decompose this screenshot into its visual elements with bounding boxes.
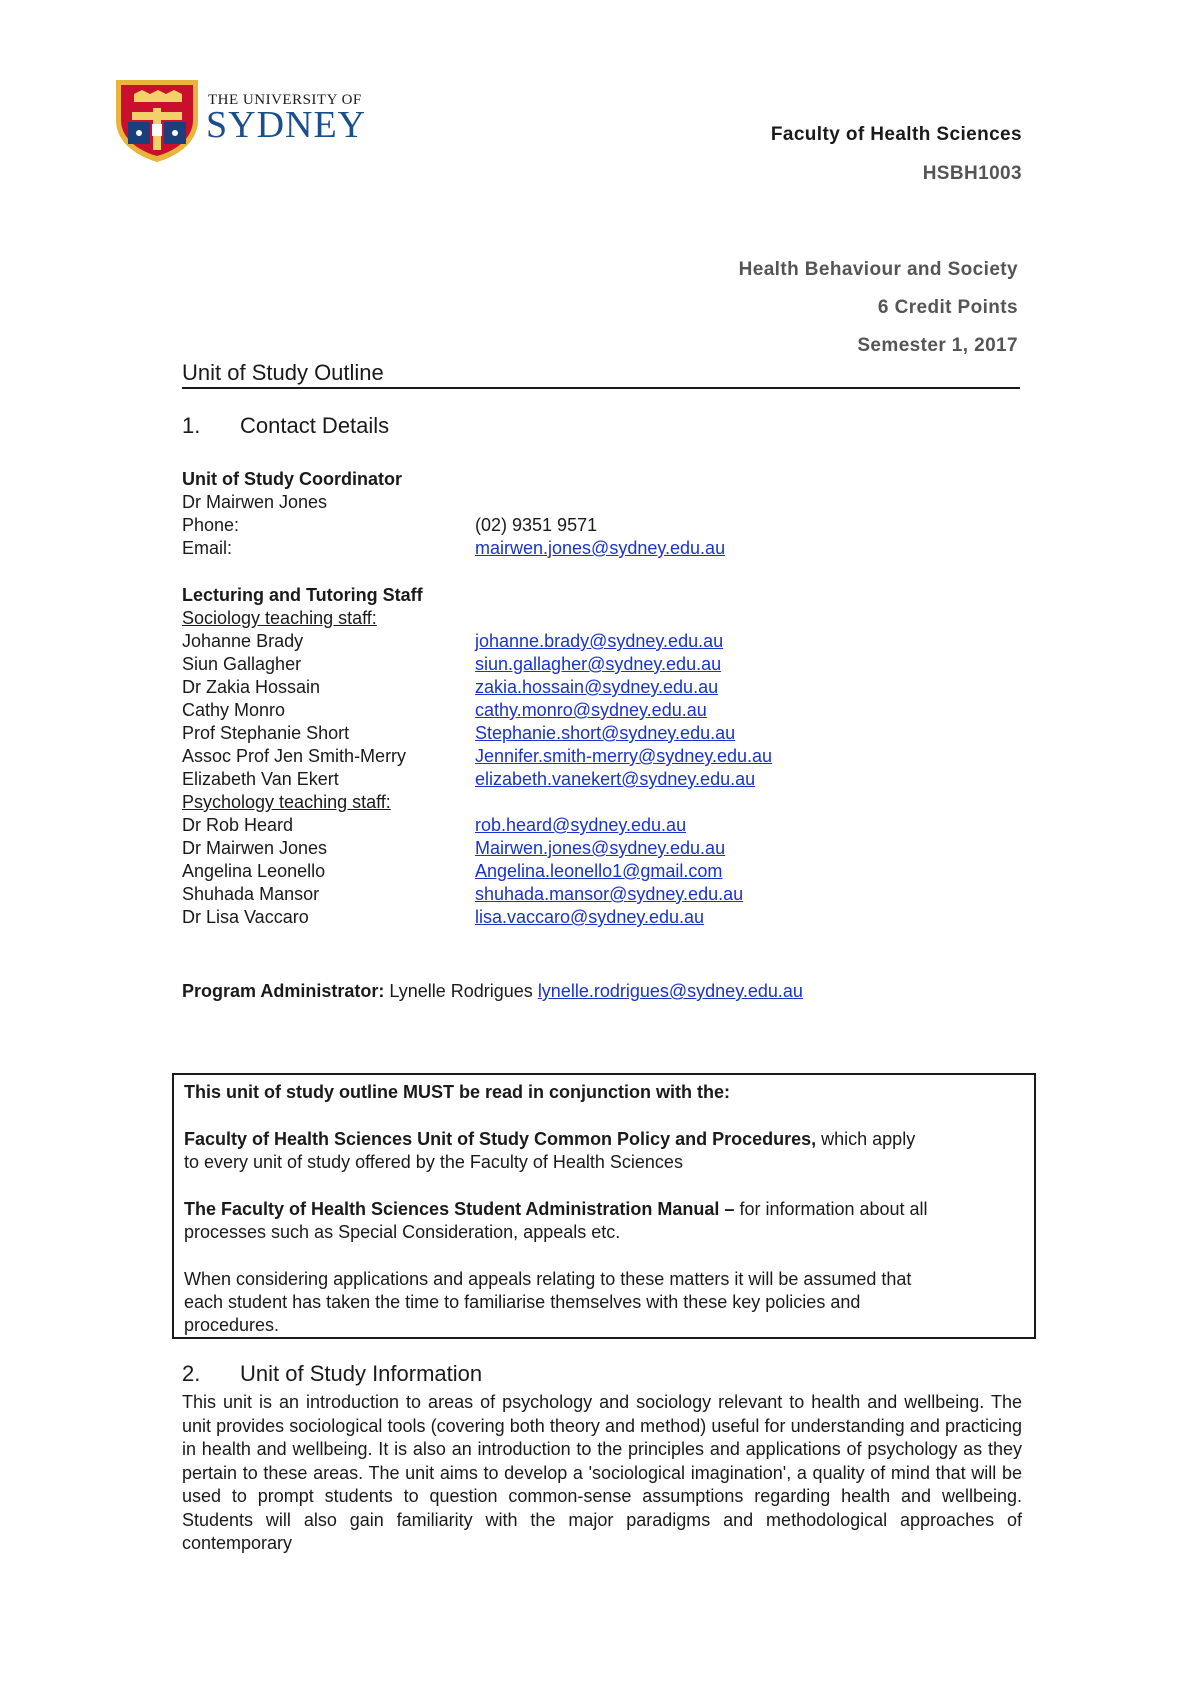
staff-heading: Lecturing and Tutoring Staff [182, 585, 423, 605]
credit-points: 6 Credit Points [877, 297, 1018, 318]
title-divider [182, 387, 1020, 389]
section-1-heading [182, 413, 389, 439]
staff-name: Dr Mairwen Jones [182, 838, 328, 858]
notice-item-2-text: for information about all [734, 1199, 928, 1219]
staff-email-link[interactable]: Jennifer.smith-merry@sydney.edu.au [475, 746, 773, 766]
coordinator-email-link[interactable]: mairwen.jones@sydney.edu.au [475, 538, 726, 558]
admin-email-link[interactable]: lynelle.rodrigues@sydney.edu.au [537, 981, 803, 1001]
notice-item-2 [184, 1198, 1019, 1244]
staff-email-link[interactable]: Mairwen.jones@sydney.edu.au [475, 838, 726, 858]
staff-email-link[interactable]: lisa.vaccaro@sydney.edu.au [475, 907, 705, 927]
notice-item-1 [184, 1128, 1019, 1174]
notice-item-1-line2: to every unit of study offered by the Faculty of Health Sciences [184, 1152, 683, 1172]
notice-item-3-line2: each student has taken the time to familiarise themselves with these key policies and [184, 1292, 861, 1312]
staff-email-link[interactable]: Stephanie.short@sydney.edu.au [475, 723, 736, 743]
staff-email-link[interactable]: rob.heard@sydney.edu.au [475, 815, 687, 835]
staff-name: Elizabeth Van Ekert [182, 769, 339, 789]
staff-name: Assoc Prof Jen Smith-Merry [182, 746, 407, 766]
staff-name: Prof Stephanie Short [182, 723, 350, 743]
notice-item-3-line1: When considering applications and appeals relating to these matters it will be assumed that [184, 1269, 912, 1289]
section-2-heading [182, 1361, 482, 1387]
staff-name: Dr Zakia Hossain [182, 677, 321, 697]
notice-item-2-line2: processes such as Special Consideration, appeals etc. [184, 1222, 621, 1242]
coordinator-heading: Unit of Study Coordinator [182, 469, 402, 489]
staff-email-link[interactable]: johanne.brady@sydney.edu.au [475, 631, 724, 651]
logo-text-line2: SYDNEY [206, 104, 367, 146]
section-number: 1. [182, 413, 201, 438]
notice-item-1-title: Faculty of Health Sciences Unit of Study Common Policy and Procedures, [184, 1129, 817, 1149]
phone-value: (02) 9351 9571 [475, 515, 598, 535]
staff-name: Angelina Leonello [182, 861, 326, 881]
staff-email-link[interactable]: zakia.hossain@sydney.edu.au [475, 677, 719, 697]
page-title: Unit of Study Outline [182, 360, 384, 385]
unit-information-paragraph: This unit is an introduction to areas of psychology and sociology relevant to health and wellbeing. The unit provides sociological tools (covering both theory and method) useful for understanding and practicing in health and wellbeing. It is also an introduction to the principles and applications of psychology as they pertain to these areas. The unit aims to develop a 'sociological imagination', a quality of mind that will be used to prompt students to question common-sense assumptions regarding health and wellbeing. Students will also gain familiarity with the major paradigms and methodological approaches of contemporary [182, 1392, 1022, 1553]
section-number: 2. [182, 1361, 201, 1386]
notice-box [172, 1073, 1036, 1339]
faculty-name: Faculty of Health Sciences [770, 124, 1022, 145]
staff-email-link[interactable]: elizabeth.vanekert@sydney.edu.au [475, 769, 756, 789]
notice-item-2-title: The Faculty of Health Sciences Student Administration Manual – [184, 1199, 735, 1219]
notice-item-3 [184, 1268, 1019, 1337]
notice-heading: This unit of study outline MUST be read in conjunction with the: [184, 1082, 730, 1102]
notice-item-3-line3: procedures. [184, 1315, 280, 1335]
phone-label: Phone: [182, 515, 240, 535]
program-administrator [182, 980, 803, 1002]
admin-label: Program Administrator: [182, 981, 385, 1001]
unit-code: HSBH1003 [922, 163, 1022, 184]
section-title: Unit of Study Information [240, 1361, 483, 1386]
staff-name: Dr Rob Heard [182, 815, 294, 835]
semester: Semester 1, 2017 [857, 335, 1018, 356]
university-logo [112, 78, 367, 162]
staff-name: Dr Lisa Vaccaro [182, 907, 309, 927]
staff-name: Siun Gallagher [182, 654, 302, 674]
staff-email-link[interactable]: Angelina.leonello1@gmail.com [475, 861, 723, 881]
staff-name: Shuhada Mansor [182, 884, 320, 904]
staff-name: Johanne Brady [182, 631, 304, 651]
staff-name: Cathy Monro [182, 700, 286, 720]
university-crest-icon [112, 78, 202, 162]
logo-text-line1: THE UNIVERSITY OF [208, 92, 362, 108]
unit-name: Health Behaviour and Society [738, 259, 1018, 280]
staff-email-link[interactable]: shuhada.mansor@sydney.edu.au [475, 884, 744, 904]
psychology-staff-heading: Psychology teaching staff: [182, 792, 391, 812]
staff-email-link[interactable]: cathy.monro@sydney.edu.au [475, 700, 707, 720]
notice-item-1-text: which apply [816, 1129, 916, 1149]
admin-name: Lynelle Rodrigues [389, 981, 533, 1001]
email-label: Email: [182, 538, 233, 558]
sociology-staff-heading: Sociology teaching staff: [182, 608, 377, 628]
section-title: Contact Details [240, 413, 390, 438]
staff-email-link[interactable]: siun.gallagher@sydney.edu.au [475, 654, 722, 674]
coordinator-name: Dr Mairwen Jones [182, 492, 328, 512]
